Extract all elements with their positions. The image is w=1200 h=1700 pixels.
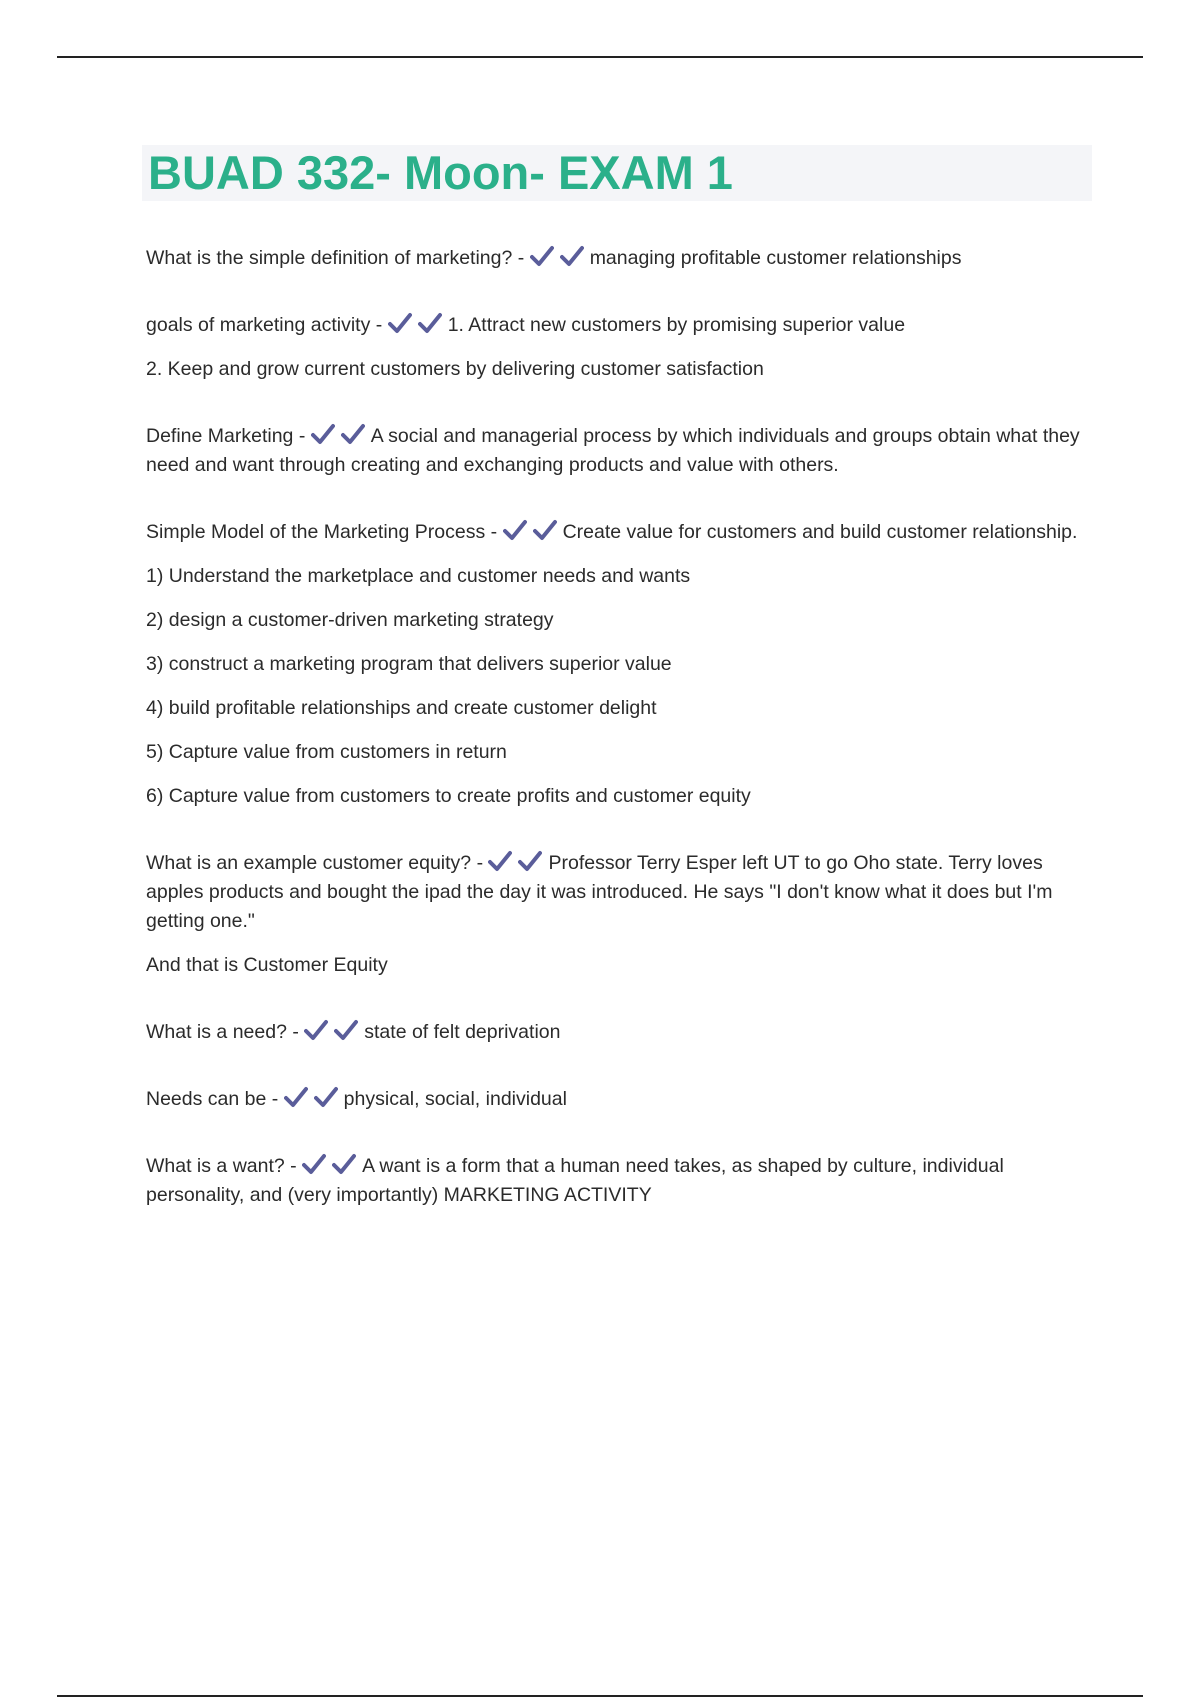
double-check-icon (503, 521, 563, 543)
top-rule (57, 56, 1143, 58)
qa-entry (146, 518, 1081, 811)
qa-entry (146, 244, 1081, 273)
question-text: Needs can be - (146, 1088, 279, 1110)
qa-line (146, 1018, 1081, 1047)
question-text: What is a need? - (146, 1021, 299, 1043)
qa-entry (146, 849, 1081, 980)
qa-line (146, 311, 1081, 340)
qa-line (146, 1152, 1081, 1210)
double-check-icon (311, 425, 371, 447)
question-text: goals of marketing activity - (146, 314, 383, 336)
double-check-icon (388, 314, 448, 336)
double-check-icon (284, 1088, 344, 1110)
answer-extra-line: 5) Capture value from customers in return (146, 741, 507, 763)
answer-text: physical, social, individual (343, 1088, 567, 1110)
answer-extra-line: 2) design a customer-driven marketing strategy (146, 609, 554, 631)
question-text: What is a want? - (146, 1155, 297, 1177)
answer-text: managing profitable customer relationships (589, 247, 962, 269)
qa-entry (146, 1152, 1081, 1210)
page-title: BUAD 332- Moon- EXAM 1 (148, 146, 733, 199)
answer-text: Professor Terry Esper left UT to go Oho state. Terry loves apples products and bought the ipad the day it was introduced. He says "I don't know what it does but I'm getting one." (146, 852, 1053, 932)
answer-text: state of felt deprivation (364, 1021, 561, 1043)
bottom-rule (57, 1695, 1143, 1697)
qa-list (146, 244, 1081, 1248)
question-text: What is the simple definition of marketing? - (146, 247, 525, 269)
question-text: Define Marketing - (146, 425, 306, 447)
answer-text: Create value for customers and build customer relationship. (562, 521, 1078, 543)
qa-entry (146, 422, 1081, 480)
title-banner (142, 145, 1092, 201)
qa-line (146, 518, 1081, 547)
answer-extra-line: 2. Keep and grow current customers by delivering customer satisfaction (146, 358, 764, 380)
answer-extra-line: 3) construct a marketing program that delivers superior value (146, 653, 672, 675)
qa-entry (146, 311, 1081, 384)
qa-line (146, 422, 1081, 480)
double-check-icon (304, 1021, 364, 1043)
qa-entry (146, 1018, 1081, 1047)
answer-extra-line: 4) build profitable relationships and create customer delight (146, 697, 657, 719)
answer-text: A want is a form that a human need takes, as shaped by culture, individual personality, and (very importantly) MARKETING ACTIVITY (146, 1155, 1004, 1206)
double-check-icon (530, 247, 590, 269)
qa-line (146, 849, 1081, 936)
answer-extra-line: 6) Capture value from customers to create profits and customer equity (146, 785, 751, 807)
question-text: What is an example customer equity? - (146, 852, 484, 874)
answer-text: A social and managerial process by which individuals and groups obtain what they need and want through creating and exchanging products and value with others. (146, 425, 1080, 476)
question-text: Simple Model of the Marketing Process - (146, 521, 498, 543)
double-check-icon (302, 1155, 362, 1177)
answer-extra-line: And that is Customer Equity (146, 954, 388, 976)
qa-line (146, 1085, 1081, 1114)
answer-text: 1. Attract new customers by promising superior value (447, 314, 906, 336)
qa-entry (146, 1085, 1081, 1114)
double-check-icon (488, 852, 548, 874)
qa-line (146, 244, 1081, 273)
answer-extra-line: 1) Understand the marketplace and customer needs and wants (146, 565, 691, 587)
